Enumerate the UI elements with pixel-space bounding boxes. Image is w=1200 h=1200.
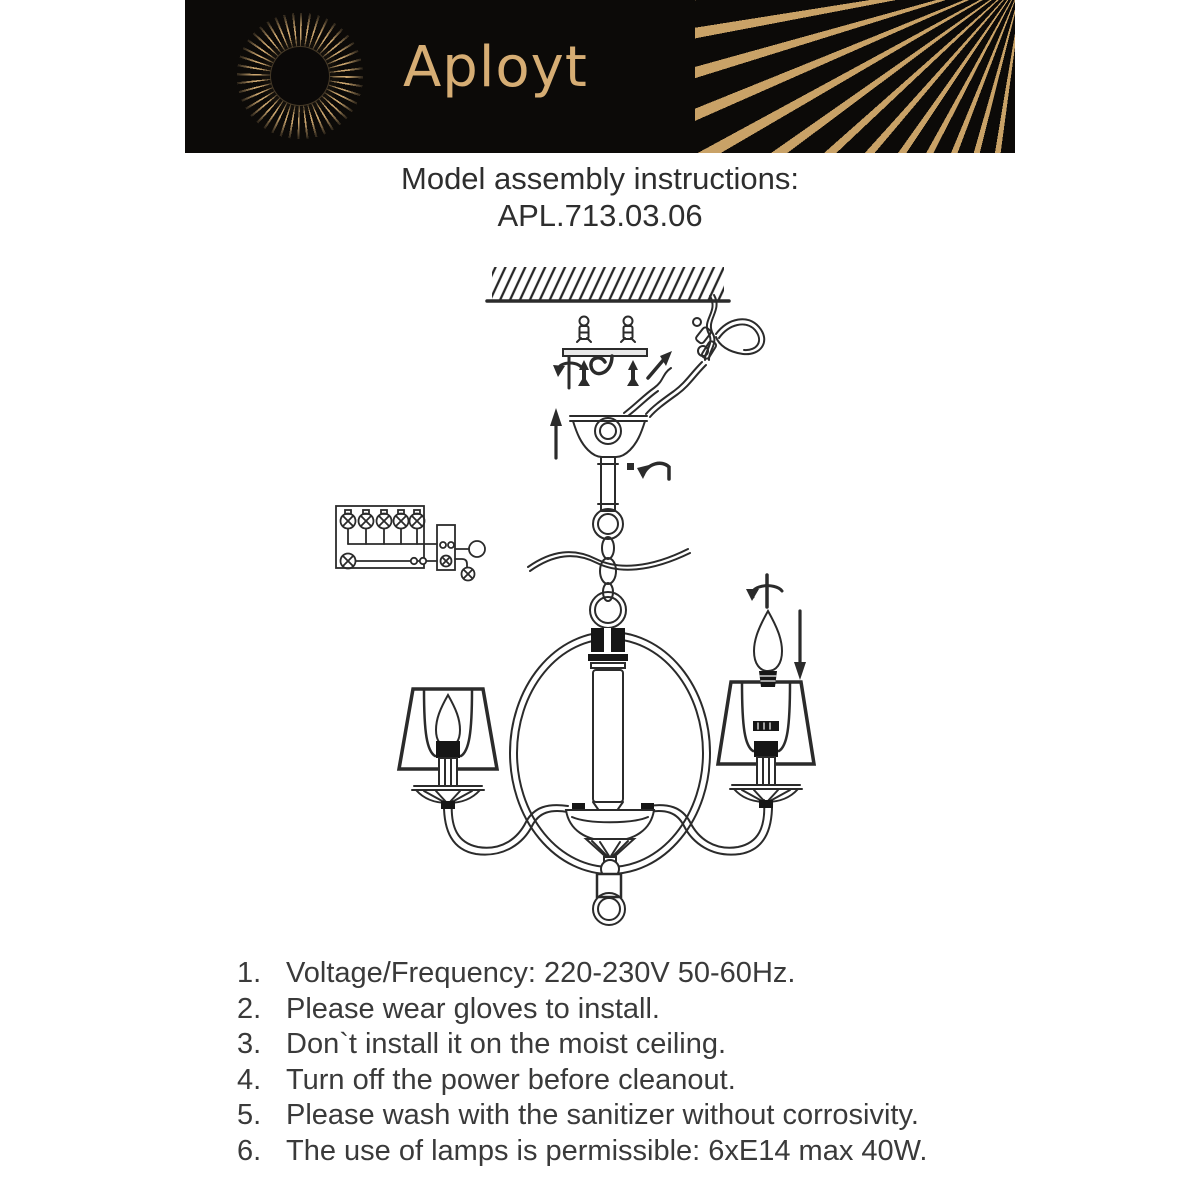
item-text: Voltage/Frequency: 220-230V 50-60Hz. (286, 957, 796, 989)
item-number: 6. (237, 1134, 262, 1167)
model-number: APL.713.03.06 (497, 198, 703, 233)
instruction-item (237, 1027, 927, 1063)
center-bowl (566, 803, 654, 878)
instruction-item (237, 956, 927, 992)
page-title: Model assembly instructions: (401, 161, 799, 196)
down-arrow-icon (794, 611, 806, 680)
title-block (0, 160, 1200, 234)
left-shade-assembly (399, 689, 497, 809)
item-text: Please wear gloves to install. (286, 992, 660, 1025)
right-shade-assembly (718, 682, 814, 808)
attach-rotate-icon (627, 463, 669, 479)
bottom-link-ring (593, 874, 625, 925)
sunburst-logo-icon (237, 13, 363, 139)
item-text: Please wash with the sanitizer without corrosivity. (286, 1099, 919, 1131)
center-column (588, 628, 628, 817)
chain-and-cord (528, 509, 690, 601)
assembly-diagram (0, 245, 1200, 945)
instruction-item (237, 992, 927, 1028)
left-arm (444, 800, 568, 855)
wiring-diagram (336, 506, 485, 581)
right-arm (648, 800, 772, 855)
item-text: Turn off the power before cleanout. (286, 1063, 736, 1096)
instructions-list (237, 956, 927, 1169)
item-text: Don`t install it on the moist ceiling. (286, 1028, 727, 1060)
ceiling-hatching (487, 267, 729, 301)
brand-name: Aployt (403, 35, 588, 100)
item-number: 5. (237, 1099, 262, 1131)
ceiling-canopy (570, 368, 671, 511)
item-number: 4. (237, 1063, 262, 1096)
candle-bulb (746, 575, 782, 687)
item-text: The use of lamps is permissible: 6xE14 max 40W. (286, 1134, 928, 1167)
item-number: 2. (237, 992, 262, 1025)
brand-banner (185, 0, 1015, 153)
instruction-item (237, 1098, 927, 1134)
suspension-ring (590, 592, 626, 628)
screw-icon (578, 360, 639, 386)
power-cable (646, 295, 764, 417)
anchor-bolt-icon (577, 317, 635, 343)
item-number: 1. (237, 957, 262, 989)
corner-rays-icon (695, 0, 1015, 153)
instruction-item (237, 1063, 927, 1099)
up-arrow-icon (550, 408, 562, 458)
item-number: 3. (237, 1028, 262, 1060)
instruction-item (237, 1134, 927, 1170)
